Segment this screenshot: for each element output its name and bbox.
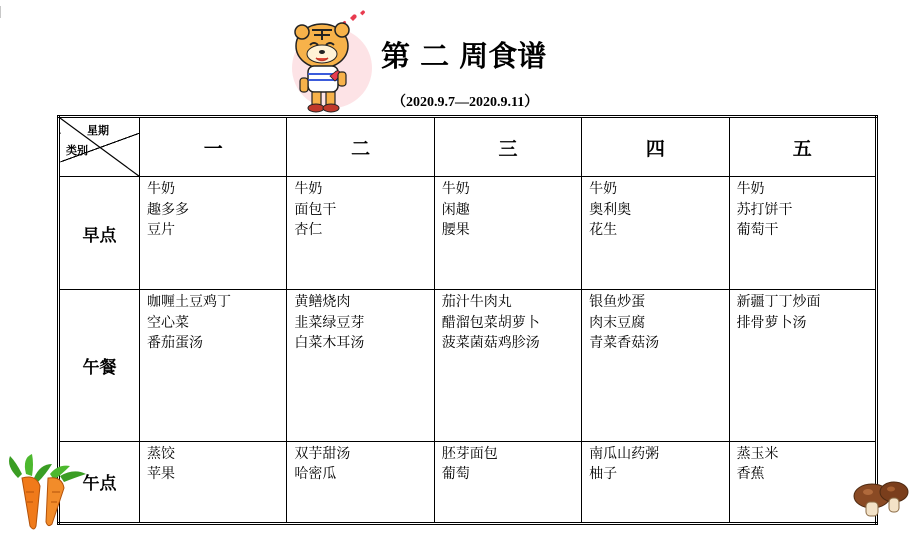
menu-item: 花生 [589, 222, 618, 239]
menu-item: 青菜香菇汤 [589, 335, 660, 352]
menu-cell [434, 441, 581, 523]
meal-category-label: 午餐 [59, 290, 140, 441]
menu-item: 韭菜绿豆芽 [294, 314, 365, 331]
menu-cell [582, 441, 729, 523]
tiger-mascot-icon [292, 8, 376, 120]
menu-item: 南瓜山药粥 [589, 445, 660, 462]
menu-item: 肉末豆腐 [589, 314, 646, 331]
menu-item: 牛奶 [441, 181, 470, 198]
menu-item: 胚芽面包 [441, 445, 498, 462]
corner-header-cell [59, 117, 140, 177]
menu-item: 茄汁牛肉丸 [441, 294, 512, 311]
weekly-menu-table [57, 115, 878, 525]
menu-item: 奥利奥 [589, 201, 632, 218]
page-edge-marker [0, 6, 1, 18]
meal-category-label: 早点 [59, 177, 140, 290]
menu-cell [287, 441, 434, 523]
breakfast-row [59, 177, 877, 290]
menu-cell [287, 290, 434, 441]
corner-label-weekday: 星期 [87, 124, 109, 137]
menu-item: 新疆丁丁炒面 [736, 294, 821, 311]
menu-cell [582, 290, 729, 441]
snack-row [59, 441, 877, 523]
page-title: 第 二 周食谱 [381, 39, 547, 73]
menu-item: 苏打饼干 [736, 201, 793, 218]
menu-item: 葡萄干 [736, 222, 779, 239]
menu-cell [140, 177, 287, 290]
menu-item: 豆片 [147, 222, 175, 239]
menu-cell [434, 177, 581, 290]
menu-cell [729, 290, 876, 441]
menu-item: 菠菜菌菇鸡胗汤 [441, 335, 540, 352]
menu-item: 番茄蛋汤 [147, 335, 203, 352]
corner-label-category: 类别 [66, 144, 88, 157]
menu-item: 排骨萝卜汤 [736, 314, 807, 331]
meal-category-label: 午点 [59, 441, 140, 523]
menu-item: 香蕉 [736, 466, 765, 483]
menu-item: 蒸饺 [147, 445, 175, 462]
menu-item: 面包干 [294, 201, 337, 218]
menu-item: 银鱼炒蛋 [589, 294, 646, 311]
menu-item: 牛奶 [294, 181, 323, 198]
menu-item: 哈密瓜 [294, 466, 337, 483]
lunch-row [59, 290, 877, 441]
menu-item: 杏仁 [294, 222, 323, 239]
menu-item: 腰果 [441, 222, 470, 239]
menu-item: 趣多多 [147, 201, 189, 218]
menu-item: 空心菜 [147, 314, 189, 331]
menu-item: 牛奶 [589, 181, 618, 198]
menu-item: 白菜木耳汤 [294, 335, 365, 352]
day-header: 一 [140, 117, 287, 177]
menu-item: 黄鳝烧肉 [294, 294, 351, 311]
day-header: 五 [729, 117, 876, 177]
table-header-row [59, 117, 877, 177]
menu-cell [140, 441, 287, 523]
menu-cell [729, 177, 876, 290]
menu-item: 蒸玉米 [736, 445, 779, 462]
menu-item: 咖喱土豆鸡丁 [147, 294, 231, 311]
menu-item: 双芋甜汤 [294, 445, 351, 462]
mushroom-icon [850, 478, 912, 520]
menu-cell [140, 290, 287, 441]
day-header: 四 [582, 117, 729, 177]
carrot-icon [0, 452, 92, 530]
day-header: 二 [287, 117, 434, 177]
menu-item: 牛奶 [147, 181, 175, 198]
menu-item: 柚子 [589, 466, 618, 483]
menu-item: 苹果 [147, 466, 175, 483]
date-range: （2020.9.7—2020.9.11） [392, 95, 539, 110]
menu-item: 葡萄 [441, 466, 470, 483]
menu-item: 醋溜包菜胡萝卜 [441, 314, 540, 331]
menu-item: 闲趣 [441, 201, 470, 218]
day-header: 三 [434, 117, 581, 177]
menu-item: 牛奶 [736, 181, 765, 198]
menu-cell [434, 290, 581, 441]
menu-cell [582, 177, 729, 290]
menu-cell [287, 177, 434, 290]
